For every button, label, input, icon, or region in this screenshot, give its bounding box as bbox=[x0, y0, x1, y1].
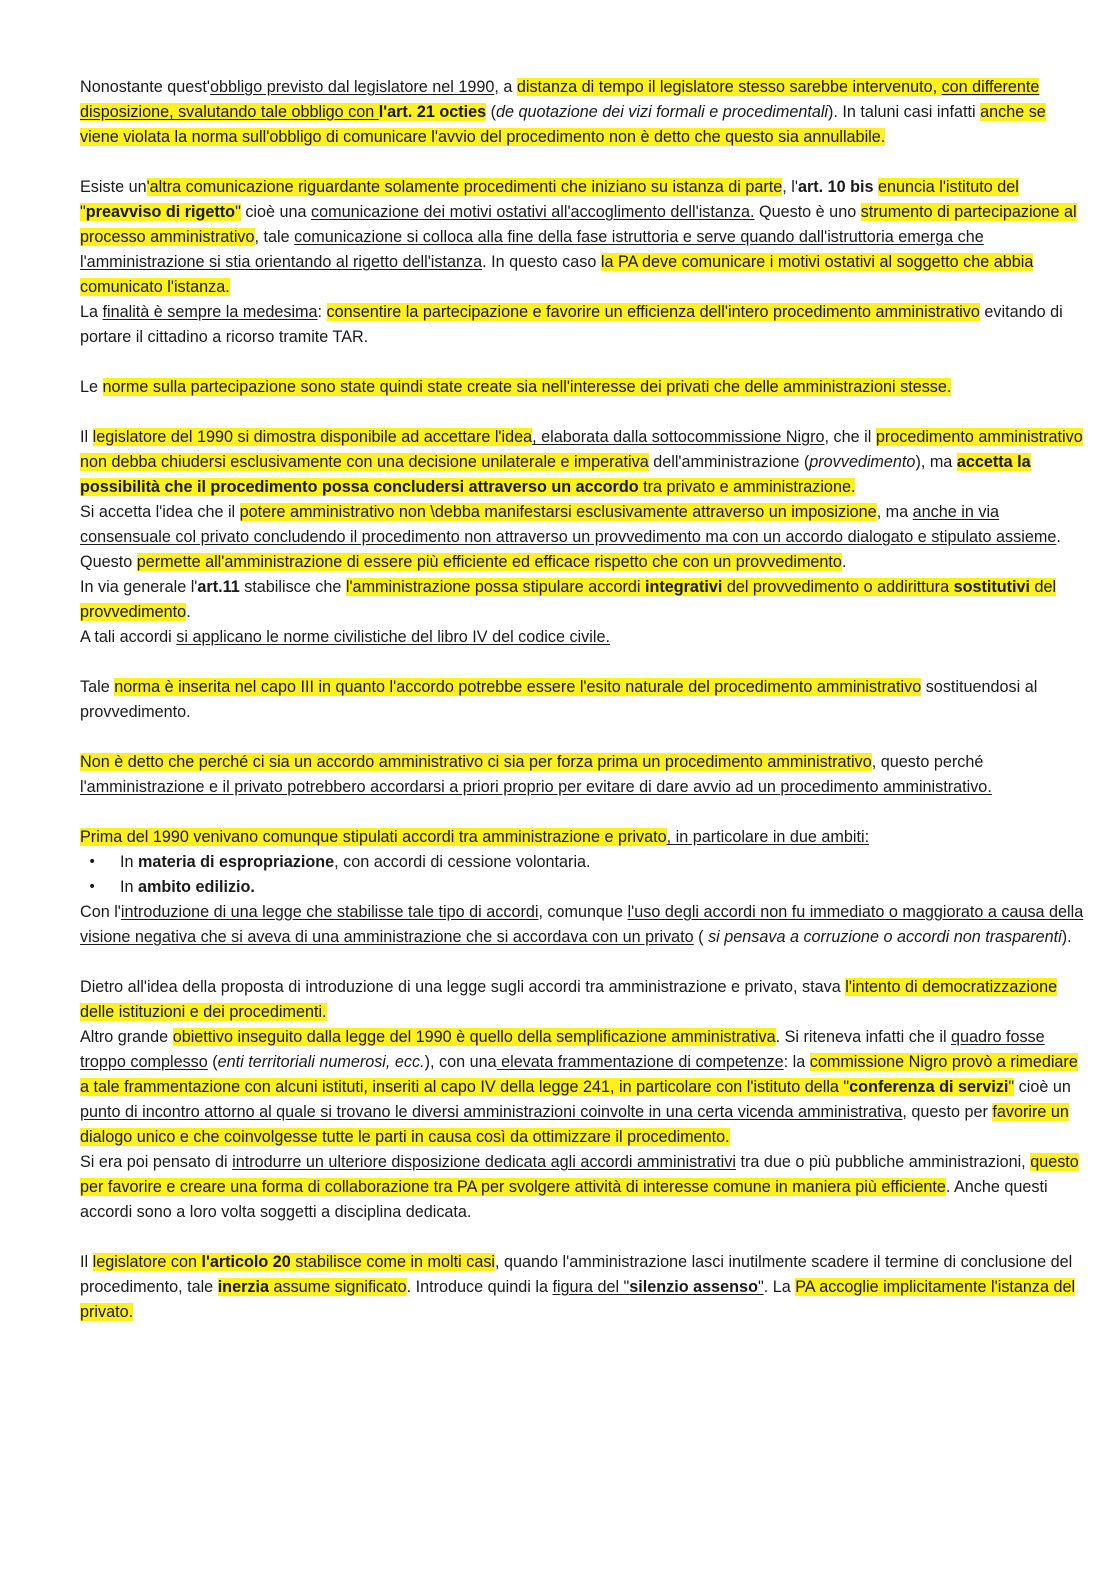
text-run: . Si riteneva infatti che il bbox=[775, 1028, 952, 1046]
paragraph-spacer bbox=[80, 800, 1084, 825]
text-run: Questo è uno bbox=[754, 203, 861, 221]
paragraph bbox=[80, 375, 1084, 400]
underlined-text: introduzione di una legge che stabilisse tale tipo di accordi bbox=[120, 903, 539, 921]
text-run: , questo per bbox=[902, 1103, 993, 1121]
paragraph bbox=[80, 575, 1084, 625]
highlighted-text: anche se viene violata la norma sull'obbligo di comunicare l'avvio del procedimento non è detto che questo sia annullabile. bbox=[80, 103, 1046, 146]
text-run: si pensava a corruzione o accordi non trasparenti bbox=[708, 928, 1062, 946]
underlined-text: elevata frammentazione di competenze bbox=[496, 1053, 784, 1071]
highlighted-text: legislatore del 1990 si dimostra disponibile ad accettare l'idea bbox=[92, 428, 533, 446]
text-run: Nonostante quest' bbox=[80, 78, 210, 96]
text-run: . bbox=[841, 553, 847, 571]
highlighted-text: 'altra comunicazione riguardante solamente procedimenti che iniziano su istanza di parte bbox=[146, 178, 783, 196]
text-run: In via generale l' bbox=[80, 578, 198, 596]
paragraph bbox=[80, 825, 1084, 850]
text-run: cioè un bbox=[1014, 1078, 1071, 1096]
text-run: sostituendosi al provvedimento. bbox=[80, 678, 1038, 721]
text-run: , quando l'amministrazione lasci inutilmente scadere il termine di conclusione del procedimento, tale bbox=[80, 1253, 1073, 1296]
paragraph bbox=[80, 625, 1084, 650]
highlighted-text: inerzia bbox=[217, 1278, 269, 1296]
paragraph bbox=[80, 500, 1084, 575]
text-run: . bbox=[186, 603, 191, 621]
highlighted-text: conferenza di servizi bbox=[849, 1078, 1009, 1096]
text-run: ). In taluni casi infatti bbox=[828, 103, 981, 121]
paragraph bbox=[80, 175, 1084, 300]
text-run: stabilisce che bbox=[239, 578, 346, 596]
underlined-text: introdurre un ulteriore disposizione dedicata agli accordi amministrativi bbox=[232, 1153, 736, 1171]
paragraph bbox=[80, 75, 1084, 150]
text-run: de quotazione dei vizi formali e procedimentali bbox=[496, 103, 829, 121]
text-run: : la bbox=[783, 1053, 810, 1071]
document-body bbox=[80, 75, 1084, 1325]
text-run: , comunque bbox=[538, 903, 628, 921]
paragraph bbox=[80, 900, 1084, 950]
highlighted-text: con differente disposizione, svalutando tale obbligo con bbox=[80, 78, 1040, 121]
paragraph-spacer bbox=[80, 725, 1084, 750]
paragraph-spacer bbox=[80, 150, 1084, 175]
underlined-text: comunicazione si colloca alla fine della fase istruttoria e serve quando dall'istruttoria emerga che l'amministrazione si stia orientando al rigetto dell'istanza bbox=[80, 228, 984, 271]
paragraph bbox=[80, 975, 1084, 1025]
highlighted-text: procedimento amministrativo non debba chiudersi esclusivamente con una decisione unilaterale e imperativa bbox=[80, 428, 1083, 471]
text-run: cioè una bbox=[240, 203, 312, 221]
highlighted-text: stabilisce come in molti casi bbox=[290, 1253, 496, 1271]
highlighted-text: favorire un dialogo unico e che coinvolgesse tutte le parti in causa così da ottimizzare il procedimento. bbox=[80, 1103, 1069, 1146]
highlighted-text: consentire la partecipazione e favorire un efficienza dell'intero procedimento amministrativo bbox=[326, 303, 980, 321]
highlighted-text: " bbox=[235, 203, 241, 221]
highlighted-text: distanza di tempo il legislatore stesso sarebbe intervenuto, bbox=[516, 78, 942, 96]
highlighted-text: del provvedimento bbox=[80, 578, 1057, 621]
text-run: ( bbox=[693, 928, 709, 946]
text-run: , ma bbox=[876, 503, 913, 521]
highlighted-text: l'amministrazione possa stipulare accordi bbox=[345, 578, 645, 596]
text-run: . La bbox=[763, 1278, 796, 1296]
text-run: , questo perché bbox=[871, 753, 984, 771]
underlined-text: quadro fosse troppo complesso bbox=[80, 1028, 1045, 1071]
paragraph bbox=[80, 1250, 1084, 1325]
underlined-text: punto di incontro attorno al quale si trovano le diversi amministrazioni coinvolte in una certa vicenda amministrativa bbox=[80, 1103, 903, 1121]
underlined-text: " bbox=[757, 1278, 764, 1296]
highlighted-text: PA accoglie implicitamente l'istanza del privato. bbox=[80, 1278, 1076, 1321]
underlined-text: l'amministrazione e il privato potrebbero accordarsi a priori proprio per evitare di dare avvio ad un procedimento amministrativo. bbox=[80, 778, 992, 796]
text-run: Con l' bbox=[80, 903, 121, 921]
text-run: ( bbox=[207, 1053, 218, 1071]
text-run: art.11 bbox=[197, 578, 240, 596]
paragraph-spacer bbox=[80, 950, 1084, 975]
highlighted-text: obiettivo inseguito dalla legge del 1990 è quello della semplificazione amministrativa bbox=[172, 1028, 776, 1046]
text-run: materia di espropriazione bbox=[138, 853, 335, 871]
paragraph bbox=[80, 750, 1084, 800]
highlighted-text: potere amministrativo non \debba manifestarsi esclusivamente attraverso un imposizione bbox=[239, 503, 877, 521]
paragraph bbox=[80, 1150, 1084, 1225]
text-run: ambito edilizio. bbox=[138, 878, 255, 896]
paragraph-spacer bbox=[80, 350, 1084, 375]
text-run: . Questo bbox=[80, 528, 1061, 571]
highlighted-text: del provvedimento o addirittura bbox=[722, 578, 954, 596]
text-run: ). bbox=[1061, 928, 1072, 946]
underlined-text: anche in via consensuale col privato concludendo il procedimento non attraverso un provvedimento ma con un accordo dialogato e stipulato assieme bbox=[80, 503, 1057, 546]
highlighted-text: questo per favorire e creare una forma di collaborazione tra PA per svolgere attività di interesse comune in maniera più efficiente bbox=[80, 1153, 1079, 1196]
text-run: dell'amministrazione ( bbox=[648, 453, 810, 471]
text-run: ( bbox=[486, 103, 496, 121]
text-run: Il bbox=[80, 1253, 93, 1271]
text-run: In bbox=[120, 853, 138, 871]
underlined-text: , in particolare in due ambiti: bbox=[666, 828, 870, 846]
underlined-text: l'uso degli accordi non fu immediato o maggiorato a causa della visione negativa che si aveva di una amministrazione che si accordava con un privato bbox=[80, 903, 1084, 946]
text-run: La bbox=[80, 303, 103, 321]
text-run: art. 10 bis bbox=[797, 178, 874, 196]
text-run: Esiste un bbox=[80, 178, 147, 196]
text-run: ), con una bbox=[424, 1053, 497, 1071]
highlighted-text: sostitutivi bbox=[953, 578, 1031, 596]
bullet-list bbox=[80, 850, 1084, 900]
underlined-text: finalità è sempre la medesima bbox=[102, 303, 318, 321]
underlined-text: , elaborata dalla sottocommissione Nigro bbox=[532, 428, 825, 446]
list-item bbox=[120, 850, 1084, 875]
highlighted-text: commissione Nigro provò a rimediare a tale frammentazione con alcuni istituti, inseriti al capo IV della legge 241, in particolare con l'istituto della " bbox=[80, 1053, 1078, 1096]
text-run: Tale bbox=[80, 678, 115, 696]
highlighted-text: l'intento di democratizzazione delle istituzioni e dei procedimenti. bbox=[80, 978, 1058, 1021]
highlighted-text: enuncia l'istituto del " bbox=[80, 178, 1019, 221]
paragraph bbox=[80, 425, 1084, 500]
highlighted-text: permette all'amministrazione di essere più efficiente ed efficace rispetto che con un provvedimento bbox=[136, 553, 842, 571]
list-item bbox=[120, 875, 1084, 900]
paragraph-spacer bbox=[80, 1225, 1084, 1250]
text-run: : bbox=[317, 303, 327, 321]
underlined-text: silenzio assenso bbox=[629, 1278, 758, 1296]
highlighted-text: " bbox=[1008, 1078, 1015, 1096]
highlighted-text: strumento di partecipazione al processo amministrativo bbox=[80, 203, 1077, 246]
text-run: ), ma bbox=[915, 453, 957, 471]
highlighted-text: Prima del 1990 venivano comunque stipulati accordi tra amministrazione e privato bbox=[80, 828, 667, 846]
text-run: . Anche questi accordi sono a loro volta soggetti a disciplina dedicata. bbox=[80, 1178, 1048, 1221]
paragraph bbox=[80, 675, 1084, 725]
highlighted-text: integrativi bbox=[644, 578, 723, 596]
underlined-text: obbligo previsto dal legislatore nel 1990 bbox=[209, 78, 495, 96]
paragraph bbox=[80, 1025, 1084, 1150]
text-run: A tali accordi bbox=[80, 628, 177, 646]
text-run: Si accetta l'idea che il bbox=[80, 503, 240, 521]
text-run: Si era poi pensato di bbox=[80, 1153, 233, 1171]
highlighted-text: legislatore con bbox=[92, 1253, 202, 1271]
text-run: evitando di portare il cittadino a ricorso tramite TAR. bbox=[80, 303, 1063, 346]
paragraph-spacer bbox=[80, 650, 1084, 675]
highlighted-text: accetta la possibilità che il procedimento possa concludersi attraverso un accordo bbox=[80, 453, 1031, 496]
text-run: . In questo caso bbox=[482, 253, 601, 271]
text-run: , a bbox=[494, 78, 517, 96]
highlighted-text: l'art. 21 octies bbox=[378, 103, 487, 121]
underlined-text: figura del " bbox=[552, 1278, 630, 1296]
underlined-text: comunicazione dei motivi ostativi all'accoglimento dell'istanza. bbox=[311, 203, 755, 221]
text-run: Il bbox=[80, 428, 93, 446]
text-run: . Introduce quindi la bbox=[406, 1278, 553, 1296]
text-run: Altro grande bbox=[80, 1028, 173, 1046]
text-run: Le bbox=[80, 378, 103, 396]
text-run: , tale bbox=[254, 228, 295, 246]
highlighted-text: preavviso di rigetto bbox=[85, 203, 236, 221]
highlighted-text: la PA deve comunicare i motivi ostativi al soggetto che abbia comunicato l'istanza. bbox=[80, 253, 1034, 296]
highlighted-text: tra privato e amministrazione. bbox=[638, 478, 856, 496]
highlighted-text: Non è detto che perché ci sia un accordo amministrativo ci sia per forza prima un procedimento amministrativo bbox=[80, 753, 872, 771]
highlighted-text: l'articolo 20 bbox=[201, 1253, 291, 1271]
text-run: , con accordi di cessione volontaria. bbox=[334, 853, 591, 871]
paragraph-spacer bbox=[80, 400, 1084, 425]
underlined-text: si applicano le norme civilistiche del libro IV del codice civile. bbox=[176, 628, 610, 646]
paragraph bbox=[80, 300, 1084, 350]
text-run: enti territoriali numerosi, ecc. bbox=[217, 1053, 425, 1071]
text-run: , che il bbox=[824, 428, 876, 446]
text-run: Dietro all'idea della proposta di introduzione di una legge sugli accordi tra amministrazione e privato, stava bbox=[80, 978, 846, 996]
text-run: tra due o più pubbliche amministrazioni, bbox=[735, 1153, 1031, 1171]
highlighted-text: norma è inserita nel capo III in quanto l'accordo potrebbe essere l'esito naturale del procedimento amministrativo bbox=[114, 678, 922, 696]
text-run: , l' bbox=[782, 178, 798, 196]
highlighted-text: assume significato bbox=[268, 1278, 407, 1296]
highlighted-text: norme sulla partecipazione sono state quindi state create sia nell'interesse dei privati che delle amministrazioni stesse. bbox=[102, 378, 952, 396]
text-run: provvedimento bbox=[809, 453, 916, 471]
text-run: In bbox=[120, 878, 138, 896]
